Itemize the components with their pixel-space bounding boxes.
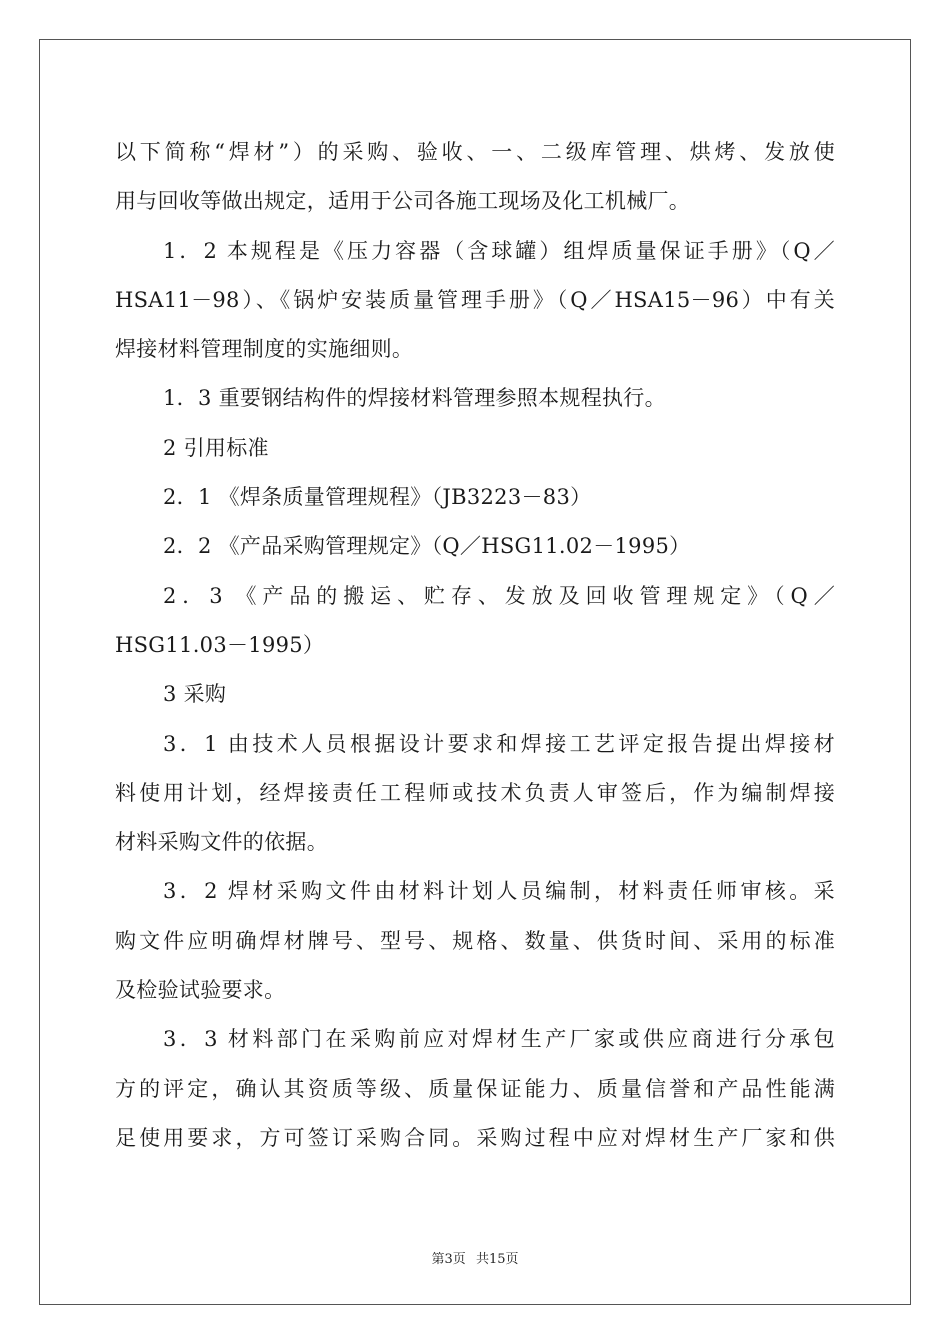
text-line: HSA11－98）、《锅炉安装质量管理手册》（Q／HSA15－96）中有关 <box>115 287 835 312</box>
text-line: 足使用要求，方可签订采购合同。采购过程中应对焊材生产厂家和供 <box>115 1125 835 1150</box>
text-line: 购文件应明确焊材牌号、型号、规格、数量、供货时间、采用的标准 <box>115 928 835 953</box>
text-line: 2．3 《产品的搬运、贮存、发放及回收管理规定》（Q／ <box>163 583 835 608</box>
page-total: 共15页 <box>475 1252 519 1267</box>
text-line: 3．2 焊材采购文件由材料计划人员编制，材料责任师审核。采 <box>163 879 835 904</box>
text-line: 3．1 由技术人员根据设计要求和焊接工艺评定报告提出焊接材 <box>163 731 835 756</box>
text-line: 材料采购文件的依据。 <box>115 830 328 855</box>
text-line: 2．2 《产品采购管理规定》（Q／HSG11.02－1995） <box>163 534 691 559</box>
text-line: 方的评定，确认其资质等级、质量保证能力、质量信誉和产品性能满 <box>115 1076 835 1101</box>
text-line: 用与回收等做出规定，适用于公司各施工现场及化工机械厂。 <box>115 189 691 214</box>
text-line: 2 引用标准 <box>163 435 269 460</box>
text-line: 焊接材料管理制度的实施细则。 <box>115 337 414 362</box>
text-line: 料使用计划，经焊接责任工程师或技术负责人审签后，作为编制焊接 <box>115 780 835 805</box>
text-line: 3．3 材料部门在采购前应对焊材生产厂家或供应商进行分承包 <box>163 1027 835 1052</box>
text-line: 1．3 重要钢结构件的焊接材料管理参照本规程执行。 <box>163 386 666 411</box>
document-body <box>115 128 835 1163</box>
text-line: 1．2 本规程是《压力容器（含球罐）组焊质量保证手册》（Q／ <box>163 238 835 263</box>
page-footer <box>0 1248 950 1267</box>
text-line: 3 采购 <box>163 682 227 707</box>
text-line: 及检验试验要求。 <box>115 978 286 1003</box>
text-line: HSG11.03－1995） <box>115 632 325 657</box>
text-line: 2．1 《焊条质量管理规程》（JB3223－83） <box>163 485 592 510</box>
text-line: 以下简称“焊材”）的采购、验收、一、二级库管理、烘烤、发放使 <box>115 140 835 164</box>
page-number: 第3页 <box>431 1252 466 1267</box>
